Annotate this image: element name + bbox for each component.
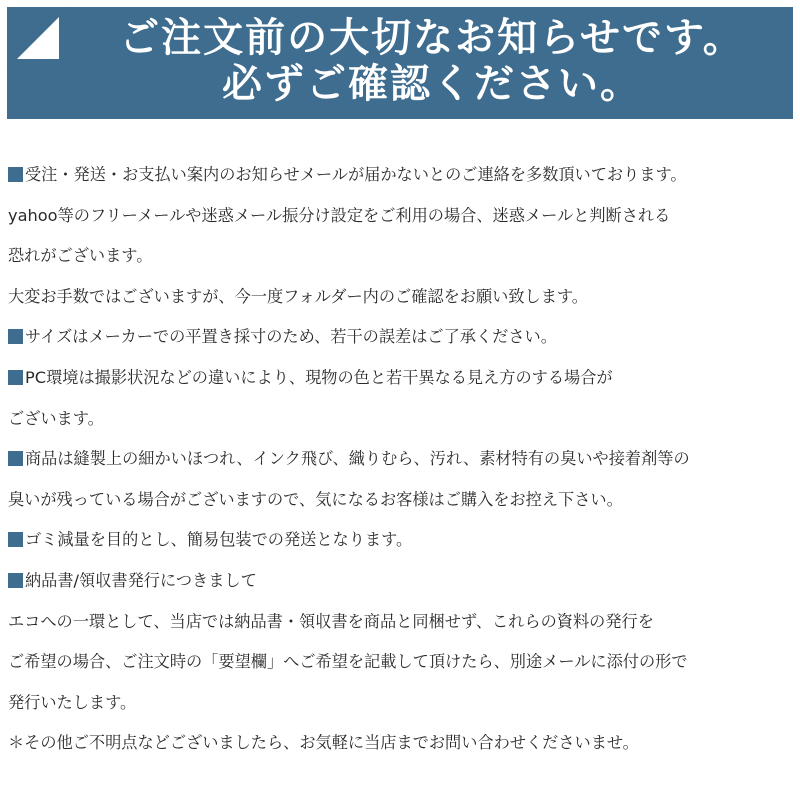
notice-line: ございます。: [8, 408, 104, 428]
notice-text: 納品書/領収書発行につきまして: [25, 570, 257, 590]
notice-line: [8, 317, 796, 358]
corner-fold-icon: [7, 7, 67, 67]
banner-title-line2: 必ずご確認ください。: [222, 61, 642, 107]
notice-text: サイズはメーカーでの平置き採寸のため、若干の誤差はご了承ください。: [25, 327, 557, 347]
notice-line: ご希望の場合、ご注文時の「要望欄」へご希望を記載して頂けたら、別途メールに添付の形で: [8, 652, 688, 672]
notice-body: [8, 155, 796, 764]
notice-line: 恐れがございます。: [8, 246, 153, 266]
notice-text: PC環境は撮影状況などの違いにより、現物の色と若干異なる見え方のする場合が: [25, 367, 613, 387]
notice-footer: ＊その他ご不明点などございましたら、お気軽に当店までお問い合わせくださいませ。: [8, 733, 639, 753]
bullet-square-icon: [8, 167, 23, 182]
notice-line: [8, 439, 796, 480]
notice-line: [8, 520, 796, 561]
bullet-square-icon: [8, 329, 23, 344]
banner-title-line1: ご注文前の大切なお知らせです。: [119, 15, 745, 61]
notice-line: [8, 155, 796, 196]
notice-line: [8, 358, 796, 399]
notice-text: ゴミ減量を目的とし、簡易包装での発送となります。: [25, 530, 413, 550]
bullet-square-icon: [8, 451, 23, 466]
notice-line: 大変お手数ではございますが、今一度フォルダー内のご確認をお願い致します。: [8, 286, 588, 306]
bullet-square-icon: [8, 370, 23, 385]
notice-line: yahoo等のフリーメールや迷惑メール振分け設定をご利用の場合、迷惑メールと判断される: [8, 205, 671, 225]
bullet-square-icon: [8, 573, 23, 588]
banner-title: [77, 15, 787, 107]
notice-line: エコへの一環として、当店では納品書・領収書を商品と同梱せず、これらの資料の発行を: [8, 611, 654, 631]
notice-banner: [7, 7, 793, 119]
notice-line: [8, 561, 796, 602]
notice-text: 受注・発送・お支払い案内のお知らせメールが届かないとのご連絡を多数頂いております。: [25, 165, 687, 184]
notice-line: 発行いたします。: [8, 692, 137, 712]
notice-text: 商品は縫製上の細かいほつれ、インク飛び、織りむら、汚れ、素材特有の臭いや接着剤等の: [25, 449, 690, 469]
bullet-square-icon: [8, 532, 23, 547]
notice-line: 臭いが残っている場合がございますので、気になるお客様はご購入をお控え下さい。: [8, 489, 623, 509]
